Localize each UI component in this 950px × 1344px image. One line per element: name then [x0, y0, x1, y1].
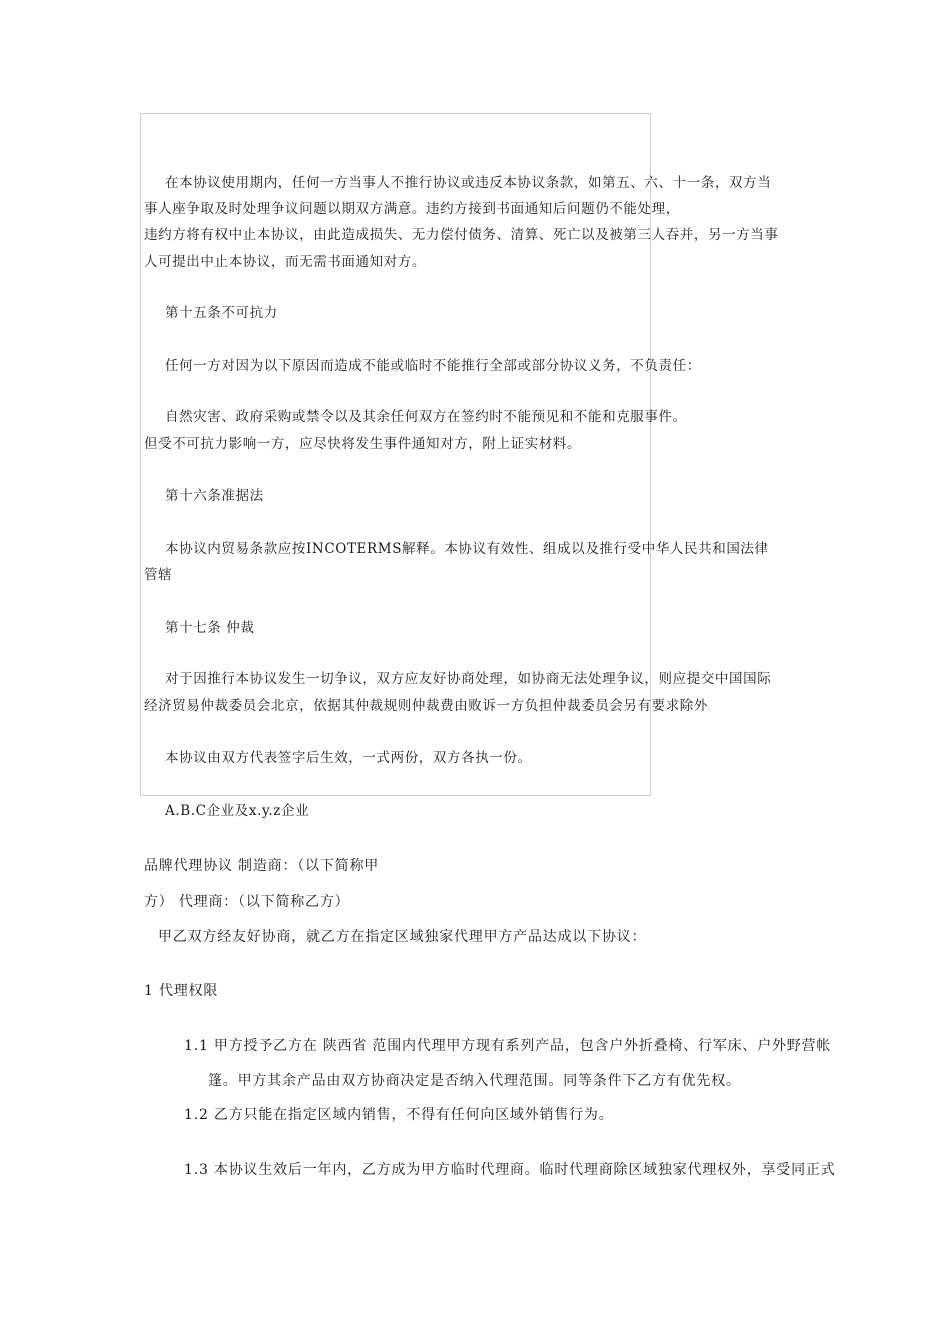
arbitration-line-2: 经济贸易仲裁委员会北京，依据其仲裁规则仲裁费由败诉一方负担仲裁委员会另有要求除外: [144, 698, 708, 714]
clause-1-1-line-2: 篷。甲方其余产品由双方协商决定是否纳入代理范围。同等条件下乙方有优先权。: [208, 1073, 741, 1089]
article-15-paragraph: 任何一方对因为以下原因而造成不能或临时不能推行全部或部分协议义务，不负责任：: [165, 358, 701, 374]
breach-paragraph-line-2: 事人座争取及时处理争议问题以期双方满意。违约方接到书面通知后问题仍不能处理，: [144, 201, 680, 217]
arbitration-line-1: 对于因推行本协议发生一切争议，双方应友好协商处理，如协商无法处理争议，则应提交中国国际: [165, 671, 772, 687]
signature-line: A.B.C企业及x.y.z企业: [165, 803, 310, 819]
force-majeure-line-2: 但受不可抗力影响一方，应尽快将发生事件通知对方，附上证实材料。: [144, 436, 582, 452]
effect-clause: 本协议由双方代表签字后生效，一式两份，双方各执一份。: [165, 750, 532, 766]
clause-1-1-line-1: 1.1 甲方授予乙方在 陕西省 范围内代理甲方现有系列产品，包含户外折叠椅、行军床、户外野营帐: [184, 1038, 832, 1054]
agreement-title-line: 品牌代理协议 制造商：（以下简称甲: [144, 858, 380, 874]
force-majeure-line-1: 自然灾害、政府采购或禁令以及其余任何双方在签约时不能预见和不能和克服事件。: [165, 409, 687, 425]
breach-paragraph-line-1: 在本协议使用期内，任何一方当事人不推行协议或违反本协议条款，如第五、六、十一条，双方当: [165, 175, 772, 191]
parties-line: 方） 代理商：（以下简称乙方）: [144, 894, 350, 910]
breach-paragraph-line-4: 人可提出中止本协议，而无需书面通知对方。: [144, 254, 426, 270]
section-1-heading: 1 代理权限: [144, 983, 219, 999]
article-15-title: 第十五条不可抗力: [165, 305, 278, 321]
clause-1-2: 1.2 乙方只能在指定区域内销售，不得有任何向区域外销售行为。: [184, 1107, 614, 1123]
governing-law-line-2: 管辖: [144, 567, 173, 583]
agreement-intro: 甲乙双方经友好协商，就乙方在指定区域独家代理甲方产品达成以下协议：: [158, 929, 647, 945]
clause-1-3: 1.3 本协议生效后一年内，乙方成为甲方临时代理商。临时代理商除区域独家代理权外，享受同正式: [184, 1162, 836, 1178]
article-17-title: 第十七条 仲裁: [165, 620, 255, 636]
article-16-title: 第十六条准据法: [165, 488, 264, 504]
breach-paragraph-line-3: 违约方将有权中止本协议，由此造成损失、无力偿付债务、清算、死亡以及被第三人吞并，另一方当事: [144, 227, 779, 243]
governing-law-line-1: 本协议内贸易条款应按INCOTERMS解释。本协议有效性、组成以及推行受中华人民共和国法律: [165, 541, 769, 557]
